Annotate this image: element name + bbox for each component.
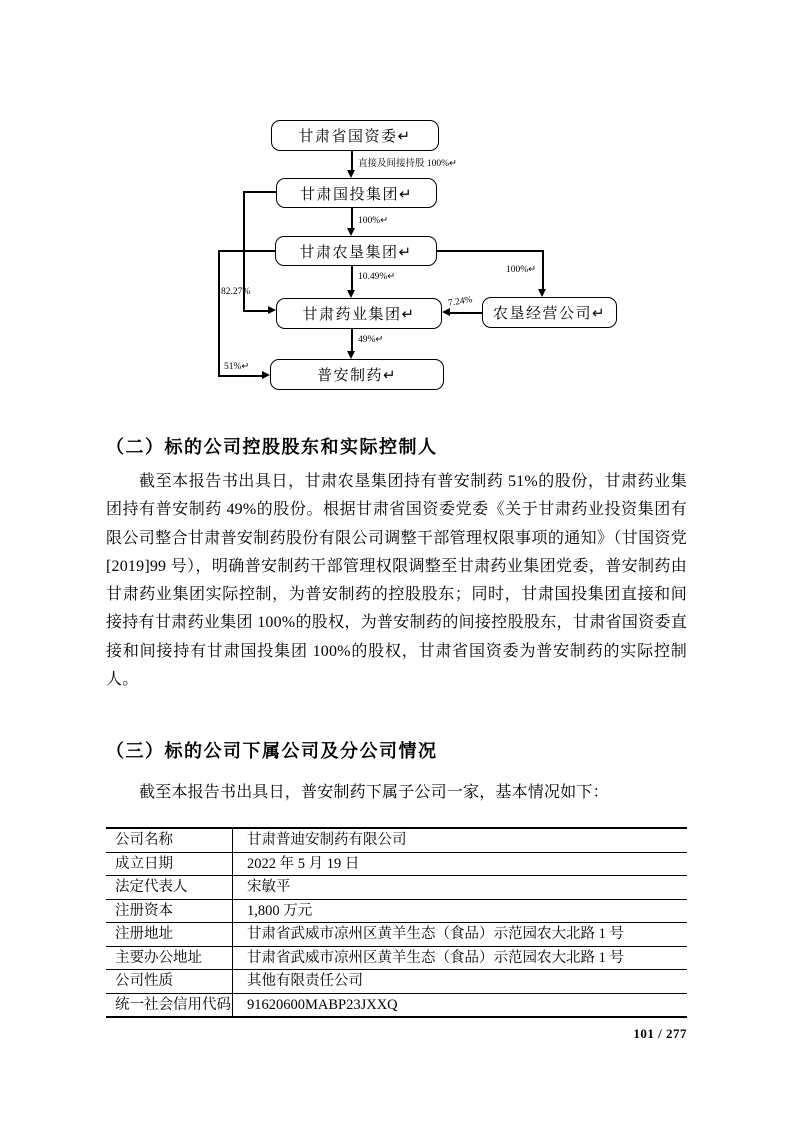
- edge-label-10-49: 10.49%↵: [358, 272, 396, 282]
- subsidiary-info-table: [106, 827, 687, 1018]
- arrow-left-icon: [442, 308, 450, 316]
- org-box-gansu-yaoye-group: 甘肃药业集团↵: [276, 298, 442, 329]
- arrow-down-icon: [347, 170, 355, 178]
- row-label: 公司性质: [106, 970, 233, 994]
- connector-line: [218, 375, 262, 377]
- table-row: [106, 876, 687, 900]
- org-box-puan-pharma: 普安制药↵: [270, 359, 444, 390]
- row-label: 公司名称: [106, 828, 233, 852]
- connector-line: [450, 312, 482, 314]
- row-value: 91620600MABP23JXXQ: [233, 993, 688, 1017]
- arrow-down-icon: [347, 290, 355, 298]
- org-box-nongken-jingying-company: 农垦经营公司↵: [482, 297, 617, 328]
- org-box-gansu-guotou-group: 甘肃国投集团↵: [276, 178, 437, 208]
- row-value: 甘肃普迪安制药有限公司: [247, 832, 407, 848]
- row-label: 法定代表人: [106, 876, 233, 900]
- connector-line: [542, 250, 544, 290]
- connector-line: [351, 208, 353, 229]
- org-box-gansu-nongken-group: 甘肃农垦集团↵: [275, 236, 437, 266]
- edge-label-100-right: 100%↵: [506, 265, 537, 275]
- arrow-down-icon: [347, 228, 355, 236]
- arrow-down-icon: [347, 351, 355, 359]
- connector-line: [218, 250, 220, 376]
- connector-line: [437, 250, 543, 252]
- connector-line: [243, 310, 268, 312]
- table-row: [106, 946, 687, 970]
- table-row: [106, 899, 687, 923]
- connector-line: [351, 329, 353, 352]
- table-row: [106, 923, 687, 947]
- arrow-down-icon: [538, 289, 546, 297]
- connector-line: [351, 266, 353, 291]
- section-heading-3: （三）标的公司下属公司及分公司情况: [106, 741, 438, 761]
- row-value: 甘肃省武威市凉州区黄羊生态（食品）示范园农大北路 1 号: [233, 923, 688, 947]
- row-label: 成立日期: [106, 852, 233, 876]
- row-value: 甘肃省武威市凉州区黄羊生态（食品）示范园农大北路 1 号: [233, 946, 688, 970]
- edge-label-51: 51%↵: [224, 362, 250, 372]
- table-row: [106, 993, 687, 1017]
- body-paragraph-2: 截至本报告书出具日，普安制药下属子公司一家，基本情况如下：: [139, 784, 609, 801]
- edge-label-49: 49%↵: [358, 335, 384, 345]
- connector-line: [243, 191, 276, 193]
- row-value: 2022 年 5 月 19 日: [233, 852, 688, 876]
- table-row: [106, 828, 687, 852]
- row-value: 宋敏平: [233, 876, 688, 900]
- edge-label-direct-indirect-100: 直接及间接持股 100%↵: [358, 159, 457, 169]
- arrow-right-icon: [268, 306, 276, 314]
- section-heading-2: （二）标的公司控股股东和实际控制人: [106, 437, 438, 457]
- body-paragraph-1: 截至本报告书出具日，甘肃农垦集团持有普安制药 51%的股份，甘肃药业集团持有普安制药 49%的股份。根据甘肃省国资委党委《关于甘肃药业投资集团有限公司整合甘肃普安制药股份有限公司调整干部管理权限事项的通知》（甘国资党[2019]99 号），明确普安制药干部管理权限调整至甘肃药业集团党委，普安制药由甘肃药业集团实际控制，为普安制药的控股股东；同时，甘肃国投集团直接和间接持有甘肃药业集团 100%的股权，为普安制药的间接控股股东，甘肃省国资委直接和间接持有甘肃国投集团 100%的股权，甘肃省国资委为普安制药的实际控制人。: [106, 473, 687, 689]
- row-label: 主要办公地址: [106, 946, 233, 970]
- page-number: 101 / 277: [633, 1026, 687, 1041]
- row-label: 统一社会信用代码: [106, 993, 233, 1017]
- connector-line: [351, 151, 353, 171]
- table-row: [106, 970, 687, 994]
- arrow-right-icon: [262, 371, 270, 379]
- org-box-gansu-sasac: 甘肃省国资委↵: [271, 120, 439, 151]
- row-label: 注册资本: [106, 899, 233, 923]
- edge-label-82-27: 82.27%: [221, 287, 251, 297]
- connector-line: [218, 250, 275, 252]
- row-label: 注册地址: [106, 923, 233, 947]
- edge-label-100: 100%↵: [358, 216, 389, 226]
- table-row: [106, 852, 687, 876]
- row-value: 1,800 万元: [233, 899, 688, 923]
- row-value: 其他有限责任公司: [233, 970, 688, 994]
- edge-label-7-24: 7.24%: [447, 295, 474, 309]
